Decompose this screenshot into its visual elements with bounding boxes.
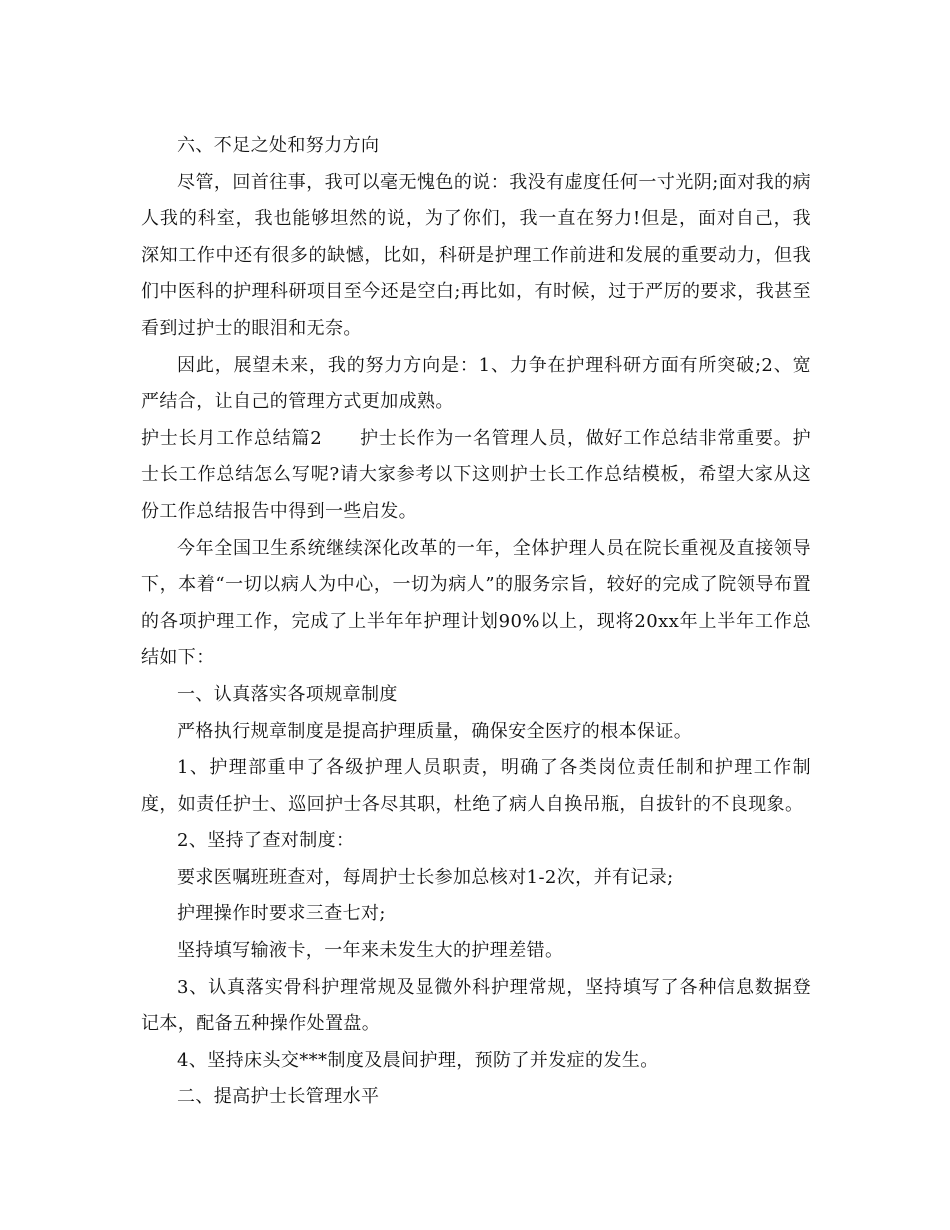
list-item-1: 1、护理部重申了各级护理人员职责，明确了各类岗位责任制和护理工作制度，如责任护士、巡回护士各尽其职，杜绝了病人自换吊瓶，自拔针的不良现象。 [141, 757, 811, 815]
document-body [141, 128, 811, 1116]
list-subitem-infusion-card: 坚持填写输液卡，一年来未发生大的护理差错。 [177, 940, 564, 962]
list-item-2: 2、坚持了查对制度： [177, 830, 355, 852]
paragraph-reflection: 尽管，回首往事，我可以毫无愧色的说：我没有虚度任何一寸光阴;面对我的病人我的科室，我也能够坦然的说，为了你们，我一直在努力!但是，面对自己，我深知工作中还有很多的缺憾，比如，科研是护理工作前进和发展的重要动力，但我们中医科的护理科研项目至今还是空白;再比如，有时候，过于严厉的要求，我甚至看到过护士的眼泪和无奈。 [141, 171, 811, 339]
list-subitem-check-orders: 要求医嘱班班查对，每周护士长参加总核对1-2次，并有记录; [177, 866, 674, 888]
list-item-4: 4、坚持床头交***制度及晨间护理，预防了并发症的发生。 [177, 1049, 659, 1071]
paragraph-rules: 严格执行规章制度是提高护理质量，确保安全医疗的根本保证。 [177, 720, 693, 742]
section-heading-6: 六、不足之处和努力方向 [177, 135, 380, 156]
article-title-line: 护士长月工作总结篇2 护士长作为一名管理人员，做好工作总结非常重要。护士长工作总结怎么写呢?请大家参考以下这则护士长工作总结模板，希望大家从这份工作总结报告中得到一些启发。 [141, 427, 811, 522]
paragraph-future-direction: 因此，展望未来，我的努力方向是：1、力争在护理科研方面有所突破;2、宽严结合，让自己的管理方式更加成熟。 [141, 354, 811, 413]
list-item-3: 3、认真落实骨科护理常规及显微外科护理常规，坚持填写了各种信息数据登记本，配备五种操作处置盘。 [141, 976, 811, 1035]
section-heading-1: 一、认真落实各项规章制度 [177, 683, 398, 705]
section-heading-2: 二、提高护士长管理水平 [177, 1086, 380, 1108]
list-subitem-three-checks: 护理操作时要求三查七对; [177, 903, 386, 925]
paragraph-intro: 今年全国卫生系统继续深化改革的一年，全体护理人员在院长重视及直接领导下，本着“一切以病人为中心，一切为病人”的服务宗旨，较好的完成了院领导布置的各项护理工作，完成了上半年年护理计划90%以上，现将20xx年上半年工作总结如下： [141, 537, 811, 669]
